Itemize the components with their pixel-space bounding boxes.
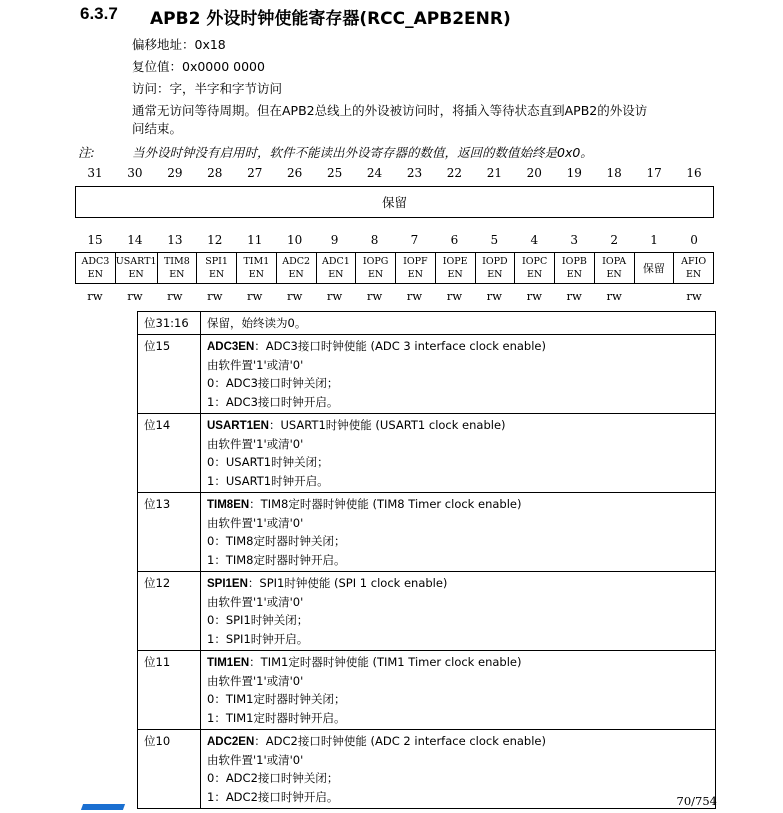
access-type: rw [566,289,582,303]
access-type: rw [87,289,103,303]
description-line: 由软件置'1'或清'0' [207,752,304,767]
description-cell [201,335,716,414]
bit-number: 2 [610,233,618,247]
field-reserved-bit1 [635,253,675,283]
bit-number: 11 [247,233,263,247]
access-type: rw [127,289,143,303]
note-text: 当外设时钟没有启用时，软件不能读出外设寄存器的数值，返回的数值始终是0x0。 [132,145,593,160]
page-number: 70/754 [676,794,717,808]
access-type: rw [247,289,263,303]
field-name: IOPA [602,256,627,267]
bit-number: 9 [330,233,339,247]
description-line: 0：SPI1时钟关闭； [207,613,309,627]
field-name: USART1 [115,256,157,267]
field-name: IOPE [442,256,468,267]
bit-number: 18 [606,166,622,180]
bit-number: 17 [646,166,662,180]
bit-number: 16 [686,166,702,180]
access-type: rw [167,289,183,303]
bit-number: 22 [446,166,463,180]
bit-number: 13 [167,233,183,247]
field-suffix: EN [566,269,582,280]
field-title: TIM8EN [207,499,250,511]
description-line: 0：TIM8定时器时钟关闭； [207,534,346,548]
access-type: rw [286,289,303,303]
bit-number: 31 [87,166,103,180]
field-title: TIM1EN [207,657,250,669]
bit-number: 21 [486,166,502,180]
bit-number: 19 [566,166,582,180]
access-type [634,289,674,303]
description-line: 由软件置'1'或清'0' [207,436,304,451]
field-description: ：SPI1时钟使能 (SPI 1 clock enable) [247,576,448,590]
bit-range: 位12 [144,576,171,590]
bit-range-cell [138,651,201,730]
bit-range-cell [138,335,201,414]
field-name: IOPC [522,256,548,267]
description-cell [201,651,716,730]
section-number: 6.3.7 [80,4,118,23]
field-title: ADC2EN [207,736,255,748]
bit-number: 15 [87,233,103,247]
bit-number: 28 [207,166,223,180]
description-line-2: 问结束。 [132,121,183,136]
access-info: 访问：字，半字和字节访问 [132,81,283,96]
description-cell [201,414,716,493]
bit-number: 23 [406,166,423,180]
field-iopben [555,253,595,283]
description-line: 1：ADC2接口时钟开启。 [207,789,339,804]
field-iopfen [396,253,436,283]
bit-number: 20 [526,166,542,180]
access-type: rw [446,289,463,303]
bit-range-cell [138,730,201,809]
table-row [138,730,716,809]
access-type: rw [207,289,223,303]
bit-number: 8 [370,233,379,247]
field-name: ADC1 [321,256,350,267]
field-afioen [674,253,713,283]
section-title: APB2 外设时钟使能寄存器(RCC_APB2ENR) [150,9,511,29]
field-adc1en [317,253,357,283]
table-row [138,335,716,414]
bit-number: 6 [450,233,459,247]
field-suffix: EN [606,269,622,280]
note-label: 注: [78,145,95,160]
access-type: rw [526,289,542,303]
field-iopcen [515,253,555,283]
description-line: 由软件置'1'或清'0' [207,673,304,688]
field-suffix: EN [407,269,423,280]
field-suffix: EN [169,269,185,280]
bit-range-cell [138,312,201,335]
lower-bit-numbers [75,233,714,247]
bit-number: 26 [287,166,303,180]
bit-number: 25 [326,166,343,180]
description-line: 1：SPI1时钟开启。 [207,631,309,646]
field-suffix: EN [527,269,543,280]
field-suffix: EN [686,269,702,280]
bit-number: 27 [247,166,263,180]
field-name: ADC2 [282,256,311,267]
description-line: 0：ADC3接口时钟关闭； [207,376,339,390]
description-line: 由软件置'1'或清'0' [207,357,304,372]
field-title: SPI1EN [207,578,248,590]
field-tim8en [158,253,198,283]
field-description: ：TIM8定时器时钟使能 (TIM8 Timer clock enable) [249,497,522,511]
bit-range: 位14 [144,418,171,432]
field-name: IOPF [403,256,428,267]
bit-number: 10 [287,233,303,247]
description-cell [201,572,716,651]
access-type: rw [326,289,343,303]
field-suffix: EN [487,269,503,280]
bit-number: 4 [530,233,539,247]
field-iopaen [595,253,635,283]
field-iopgen [356,253,396,283]
field-name: 保留 [642,261,665,275]
description-line: 1：ADC3接口时钟开启。 [207,394,339,409]
table-row [138,651,716,730]
bit-number: 5 [490,233,499,247]
field-adc3en [76,253,116,283]
field-name: IOPG [362,256,389,267]
description-line: 1：TIM1定时器时钟开启。 [207,710,346,725]
field-suffix: EN [248,269,264,280]
bit-number: 29 [167,166,183,180]
bit-number: 3 [570,233,579,247]
field-usart1en [116,253,158,283]
table-row [138,572,716,651]
field-suffix: EN [368,269,384,280]
field-title: USART1EN [207,420,269,432]
field-name: ADC3 [81,256,110,267]
field-description: ：ADC2接口时钟使能 (ADC 2 interface clock enable) [254,734,546,748]
bit-range-cell [138,414,201,493]
description-line-1: 通常无访问等待周期。但在APB2总线上的外设被访问时，将插入等待状态直到APB2的外设访 [132,103,648,118]
description-cell [201,312,716,335]
field-name: AFIO [681,256,707,267]
field-spi1en [197,253,237,283]
upper-bit-numbers [75,166,714,180]
bit-range: 位15 [144,339,171,353]
field-suffix: EN [128,269,144,280]
field-suffix: EN [87,269,103,280]
field-name: TIM8 [163,256,190,267]
description-line: 1：TIM8定时器时钟开启。 [207,552,346,567]
bit-number: 30 [127,166,143,180]
access-type: rw [406,289,423,303]
field-name: TIM1 [243,256,270,267]
bit-range-cell [138,493,201,572]
description-line: 0：TIM1定时器时钟关闭； [207,692,346,706]
access-type: rw [366,289,383,303]
bit-number: 12 [207,233,223,247]
field-name: IOPB [561,256,587,267]
description-cell [201,493,716,572]
lower-field-row [75,252,714,284]
table-row [138,312,716,335]
field-description: ：ADC3接口时钟使能 (ADC 3 interface clock enable) [254,339,546,353]
reset-value: 复位值：0x0000 0000 [132,59,265,74]
description-line: 由软件置'1'或清'0' [207,594,304,609]
description-line: 由软件置'1'或清'0' [207,515,304,530]
bit-number: 0 [690,233,698,247]
reserved-upper-field: 保留 [75,186,714,218]
description-line: 0：ADC2接口时钟关闭； [207,771,339,785]
bit-number: 24 [366,166,383,180]
table-row [138,493,716,572]
access-type: rw [686,289,702,303]
field-adc2en [277,253,317,283]
offset-address: 偏移地址：0x18 [132,37,226,52]
field-tim1en [237,253,277,283]
bit-range: 位11 [144,655,171,669]
description-cell [201,730,716,809]
field-title: ADC3EN [207,341,255,353]
field-iopeen [436,253,476,283]
bit-range: 位10 [144,734,171,748]
field-suffix: EN [447,269,463,280]
bit-range: 位31:16 [144,316,189,330]
field-description: ：USART1时钟使能 (USART1 clock enable) [268,418,506,432]
access-type: rw [486,289,503,303]
access-type: rw [606,289,622,303]
bit-range-cell [138,572,201,651]
bit-number: 1 [650,233,658,247]
description-line: 1：USART1时钟开启。 [207,473,329,488]
brand-logo [81,804,125,810]
table-row [138,414,716,493]
field-suffix: EN [288,269,304,280]
description-line: 0：USART1时钟关闭； [207,455,329,469]
field-suffix: EN [209,269,225,280]
field-suffix: EN [328,269,344,280]
field-iopden [476,253,516,283]
bit-range: 位13 [144,497,171,511]
bit-number: 14 [127,233,143,247]
field-name: SPI1 [205,256,228,267]
description-text: 保留，始终读为0。 [207,316,307,330]
bit-number: 7 [410,233,419,247]
field-name: IOPD [482,256,508,267]
access-type-row [75,289,714,303]
bit-description-table [137,311,716,809]
field-description: ：TIM1定时器时钟使能 (TIM1 Timer clock enable) [249,655,522,669]
